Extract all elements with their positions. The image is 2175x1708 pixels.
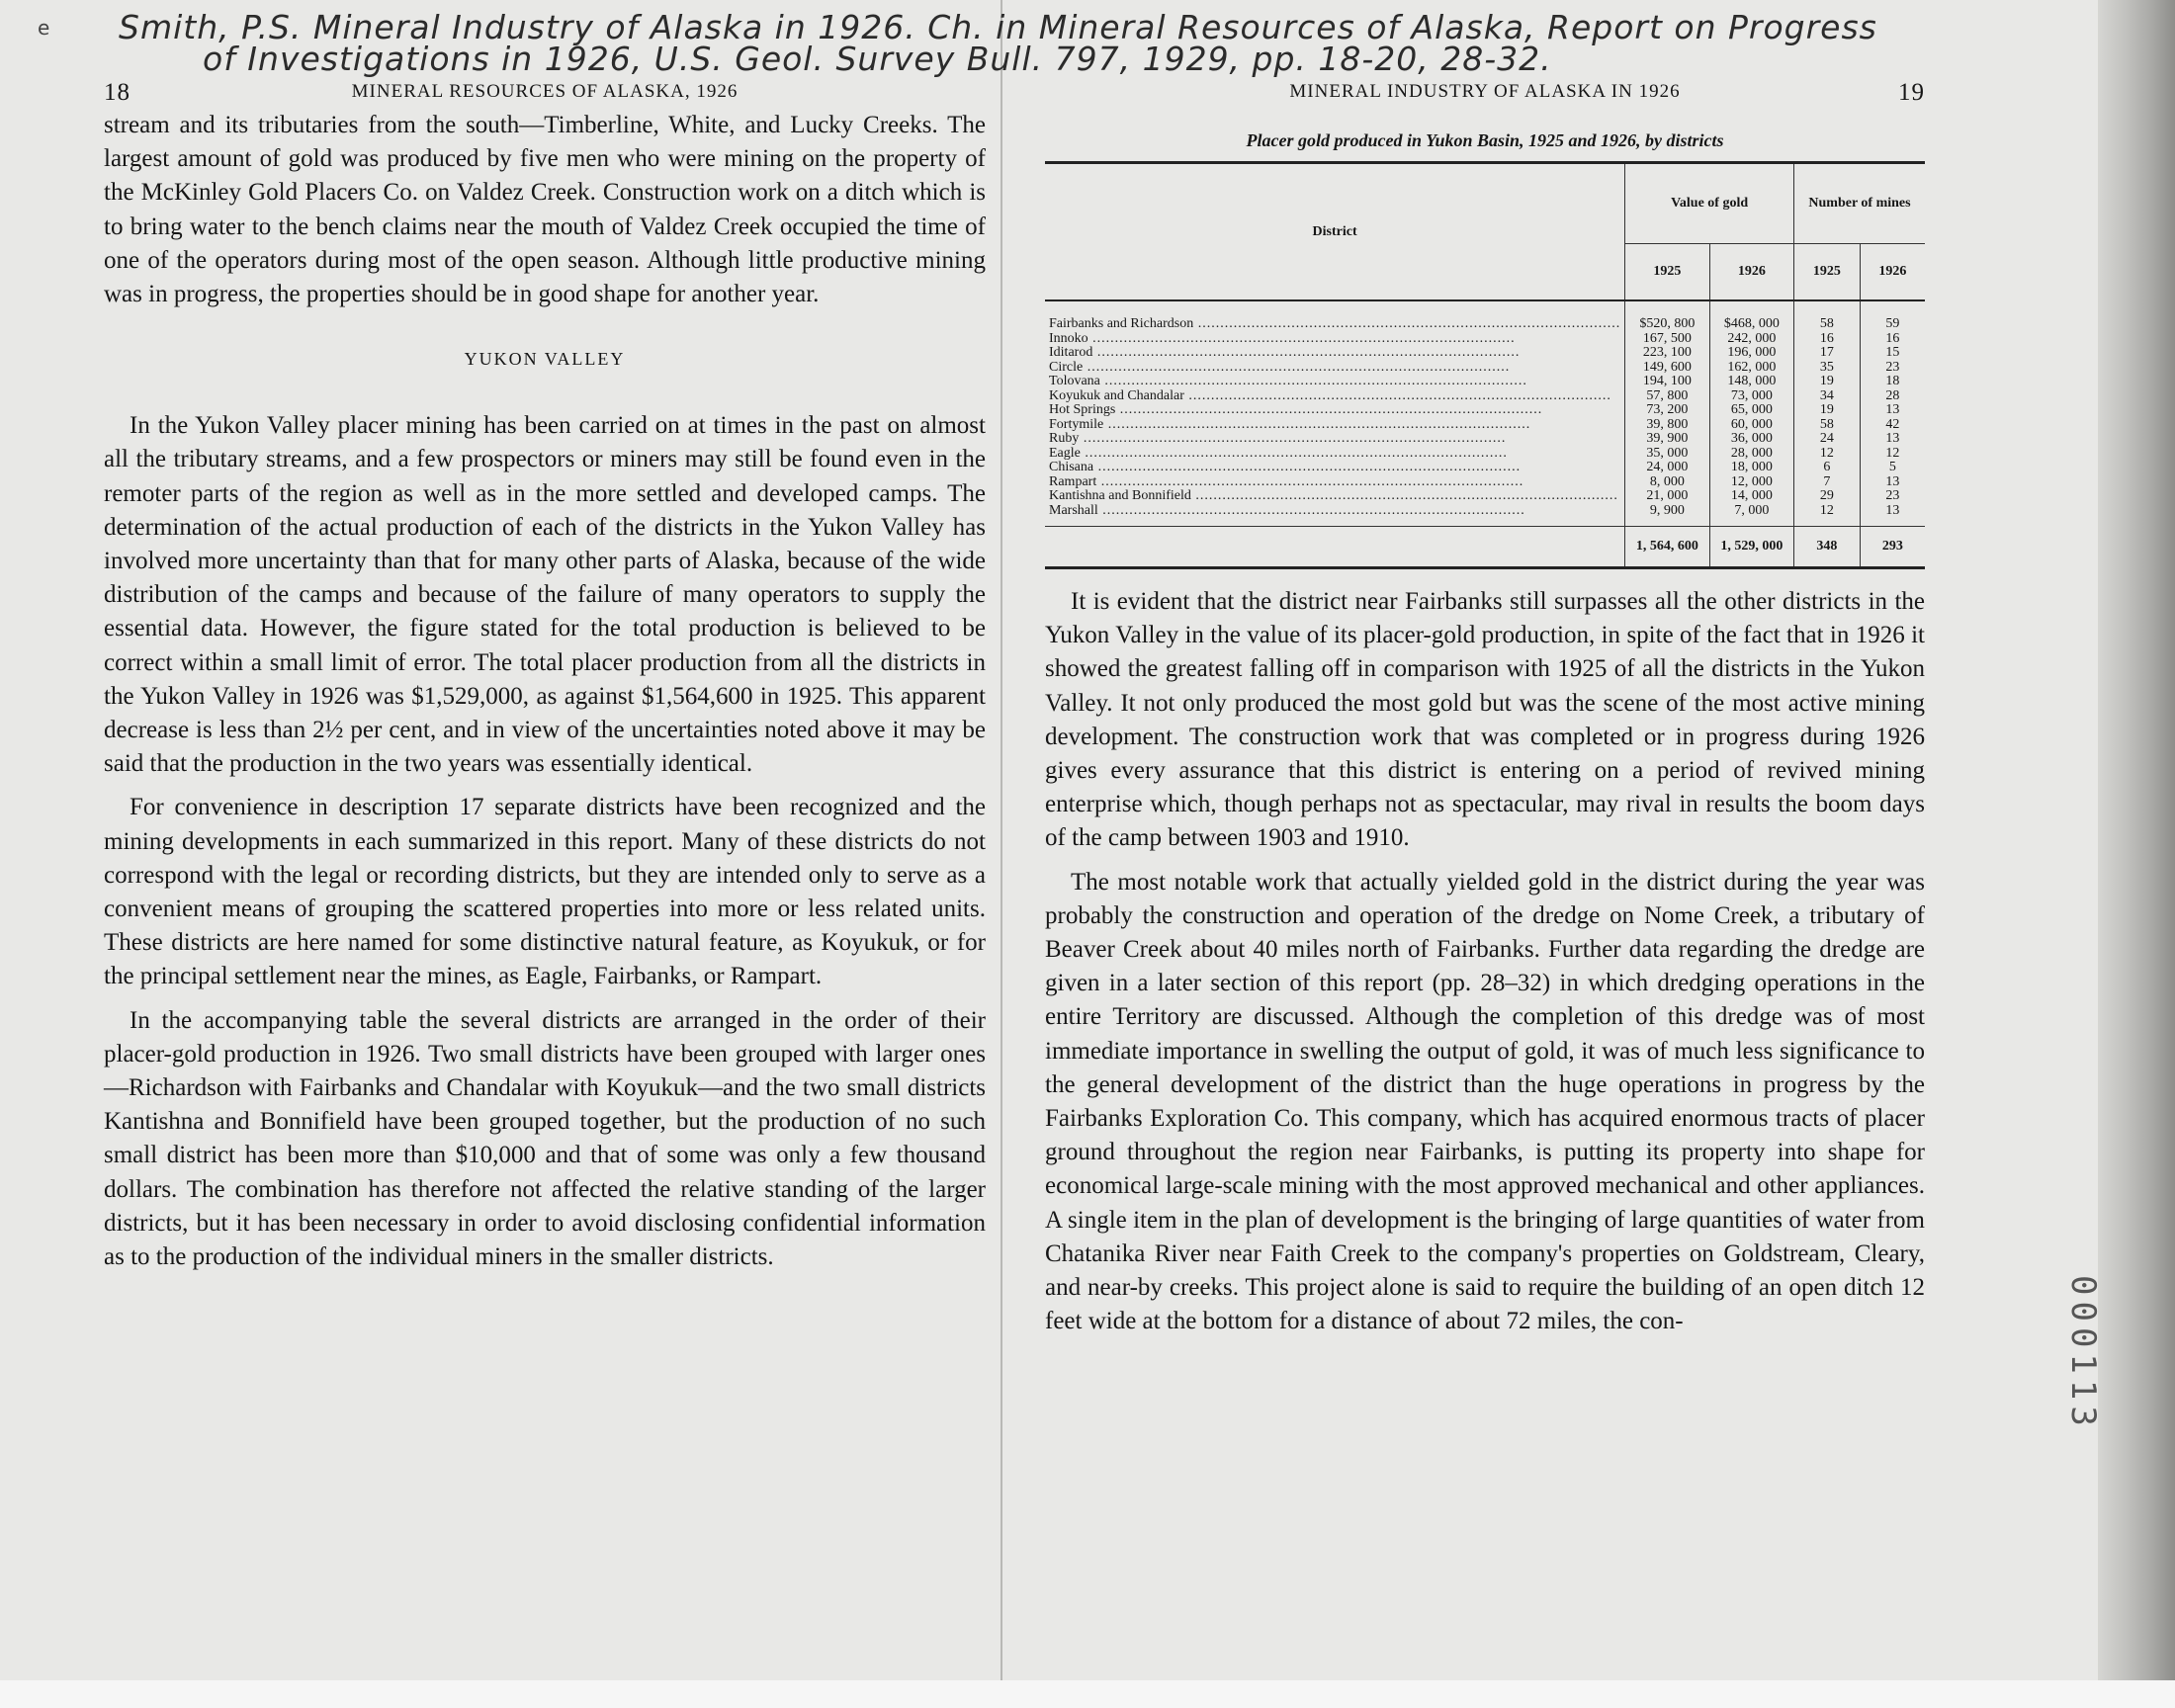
value-1926-cell: 36, 000 bbox=[1709, 432, 1793, 447]
page-edge bbox=[2098, 0, 2175, 1708]
col-header-year: 1925 bbox=[1625, 244, 1709, 301]
mines-1926-cell: 13 bbox=[1860, 432, 1925, 447]
mines-1925-cell: 17 bbox=[1794, 346, 1861, 361]
district-cell: Circle ..... bbox=[1045, 361, 1625, 376]
total-label-cell bbox=[1045, 527, 1625, 568]
table-row bbox=[1045, 346, 1925, 361]
total-mines-1925: 348 bbox=[1794, 527, 1861, 568]
value-1925-cell: 8, 000 bbox=[1625, 475, 1709, 490]
district-cell: Iditarod ..... bbox=[1045, 346, 1625, 361]
mines-1925-cell: 24 bbox=[1794, 432, 1861, 447]
mines-1925-cell: 58 bbox=[1794, 300, 1861, 332]
book-gutter bbox=[1000, 0, 1002, 1680]
value-1925-cell: 167, 500 bbox=[1625, 332, 1709, 347]
value-1926-cell: 18, 000 bbox=[1709, 461, 1793, 475]
value-1926-cell: 65, 000 bbox=[1709, 403, 1793, 418]
value-1926-cell: 60, 000 bbox=[1709, 418, 1793, 433]
district-cell: Koyukuk and Chandalar ..... bbox=[1045, 389, 1625, 404]
mines-1926-cell: 13 bbox=[1860, 504, 1925, 527]
value-1925-cell: 39, 800 bbox=[1625, 418, 1709, 433]
district-cell: Kantishna and Bonnifield ..... bbox=[1045, 489, 1625, 504]
table-row bbox=[1045, 361, 1925, 376]
district-cell: Fortymile ..... bbox=[1045, 418, 1625, 433]
mines-1925-cell: 34 bbox=[1794, 389, 1861, 404]
mines-1926-cell: 12 bbox=[1860, 447, 1925, 462]
handwritten-citation-line-2: of Investigations in 1926, U.S. Geol. Survey Bull. 797, 1929, pp. 18-20, 28-32. bbox=[203, 40, 1552, 78]
paragraph: For convenience in description 17 separate districts have been recognized and the mining developments in each summarized in this report. Many of these districts do not correspond with the legal or recording districts, but they are intended only to serve as a convenient means of grouping the scattered properties into more or less related units. These districts are here named for some distinctive natural feature, as Koyukuk, or for the principal settlement near the mines, as Eagle, Fairbanks, or Rampart. bbox=[104, 794, 986, 990]
mines-1926-cell: 13 bbox=[1860, 403, 1925, 418]
mines-1925-cell: 58 bbox=[1794, 418, 1861, 433]
mines-1926-cell: 5 bbox=[1860, 461, 1925, 475]
value-1925-cell: 35, 000 bbox=[1625, 447, 1709, 462]
table-row bbox=[1045, 300, 1925, 332]
value-1926-cell: 73, 000 bbox=[1709, 389, 1793, 404]
col-header-year: 1926 bbox=[1709, 244, 1793, 301]
district-cell: Fairbanks and Richardson ..... bbox=[1045, 300, 1625, 332]
margin-mark: e bbox=[38, 16, 50, 40]
col-header-mines: Number of mines bbox=[1794, 163, 1925, 244]
mines-1926-cell: 23 bbox=[1860, 489, 1925, 504]
district-cell: Hot Springs ..... bbox=[1045, 403, 1625, 418]
right-running-head bbox=[1045, 69, 1925, 109]
table-row bbox=[1045, 403, 1925, 418]
value-1925-cell: 223, 100 bbox=[1625, 346, 1709, 361]
mines-1926-cell: 28 bbox=[1860, 389, 1925, 404]
value-1925-cell: 24, 000 bbox=[1625, 461, 1709, 475]
paragraph: In the accompanying table the several districts are arranged in the order of their placer-gold production in 1926. Two small districts have been grouped with larger ones—Richardson with Fairbanks and Chandalar with Koyukuk—and the two small districts Kantishna and Bonnifield have been grouped together, but the production of no such small district has been more than $10,000 and that of some was only a few thousand dollars. The combination has therefore not affected the relative standing of the larger districts, but it has been necessary in order to avoid disclosing confidential information as to the production of the individual miners in the smaller districts. bbox=[104, 1006, 986, 1271]
table-row bbox=[1045, 332, 1925, 347]
mines-1925-cell: 6 bbox=[1794, 461, 1861, 475]
section-heading: YUKON VALLEY bbox=[464, 349, 626, 370]
paragraph: In the Yukon Valley placer mining has been carried on at times in the past on almost all the tributary streams, and a few prospectors or miners may still be found even in the remoter parts of the region as well as in the more settled and developed camps. The determination of the actual production of each of the districts in the Yukon Valley has involved more uncertainty than that for many other parts of Alaska, because of the wide distribution of the camps and because of the failure of many operators to supply the essential data. However, the figure stated for the total production is believed to be correct within a small limit of error. The total placer production from all the districts in the Yukon Valley in 1926 was $1,529,000, as against $1,564,600 in 1925. This apparent decrease is less than 2½ per cent, and in view of the uncertainties noted above it may be said that the production in the two years was essentially identical. bbox=[104, 412, 986, 778]
table-row bbox=[1045, 389, 1925, 404]
value-1925-cell: 21, 000 bbox=[1625, 489, 1709, 504]
value-1925-cell: 9, 900 bbox=[1625, 504, 1709, 527]
mines-1926-cell: 16 bbox=[1860, 332, 1925, 347]
mines-1926-cell: 15 bbox=[1860, 346, 1925, 361]
running-head-title: MINERAL RESOURCES OF ALASKA, 1926 bbox=[351, 81, 739, 102]
archive-stamp: 000113 bbox=[2063, 1275, 2103, 1432]
value-1926-cell: 148, 000 bbox=[1709, 375, 1793, 389]
bottom-band bbox=[0, 1680, 2175, 1708]
page-number: 18 bbox=[104, 79, 130, 106]
mines-1925-cell: 29 bbox=[1794, 489, 1861, 504]
mines-1925-cell: 12 bbox=[1794, 447, 1861, 462]
value-1926-cell: 196, 000 bbox=[1709, 346, 1793, 361]
value-1926-cell: 12, 000 bbox=[1709, 475, 1793, 490]
district-cell: Rampart ..... bbox=[1045, 475, 1625, 490]
mines-1925-cell: 7 bbox=[1794, 475, 1861, 490]
paragraph: stream and its tributaries from the south—Timberline, White, and Lucky Creeks. The largest amount of gold was produced by five men who were mining on the property of the McKinley Gold Placers Co. on Valdez Creek. Construction work on a ditch which is to bring water to the bench claims near the mouth of Valdez Creek occupied the time of one of the operators during most of the open season. Although little productive mining was in progress, the properties should be in good shape for another year. bbox=[104, 112, 986, 308]
table-row bbox=[1045, 504, 1925, 527]
mines-1925-cell: 12 bbox=[1794, 504, 1861, 527]
value-1925-cell: $520, 800 bbox=[1625, 300, 1709, 332]
value-1925-cell: 39, 900 bbox=[1625, 432, 1709, 447]
col-header-year: 1925 bbox=[1794, 244, 1861, 301]
paragraph: The most notable work that actually yielded gold in the district during the year was probably the construction and operation of the dredge on Nome Creek, a tributary of Beaver Creek about 40 miles north of Fairbanks. Further data regarding the dredge are given in a later section of this report (pp. 28–32) in which dredging operations in the entire Territory are discussed. Although the completion of this dredge was of most immediate importance in swelling the output of gold, it was of much less significance to the general development of the district than the huge operations in progress by the Fairbanks Exploration Co. This company, which has acquired enormous tracts of placer ground throughout the region near Fairbanks, is putting its property into shape for economical large-scale mining with the most approved mechanical and other appliances. A single item in the plan of development is the bringing of large quantities of water from Chatanika River near Faith Creek to the company's properties on Goldstream, Cleary, and near-by creeks. This project alone is said to require the building of an open ditch 12 feet wide at the bottom for a distance of about 72 miles, the con- bbox=[1045, 868, 1925, 1335]
mines-1926-cell: 23 bbox=[1860, 361, 1925, 376]
table-row bbox=[1045, 375, 1925, 389]
left-running-head bbox=[104, 69, 986, 109]
value-1926-cell: 28, 000 bbox=[1709, 447, 1793, 462]
mines-1926-cell: 42 bbox=[1860, 418, 1925, 433]
value-1926-cell: 7, 000 bbox=[1709, 504, 1793, 527]
district-cell: Chisana ..... bbox=[1045, 461, 1625, 475]
value-1926-cell: 14, 000 bbox=[1709, 489, 1793, 504]
table-total-row bbox=[1045, 527, 1925, 568]
mines-1926-cell: 13 bbox=[1860, 475, 1925, 490]
paragraph: It is evident that the district near Fairbanks still surpasses all the other districts in the Yukon Valley in the value of its placer-gold production, in spite of the fact that in 1926 it showed the greatest falling off in comparison with 1925 of all the districts in the Yukon Valley. It not only produced the most gold but was the scene of the most active mining development. The construction work that was completed or in progress during 1926 gives every assurance that this district is entering on a period of revived mining enterprise which, though perhaps not as spectacular, may rival in results the boom days of the camp between 1903 and 1910. bbox=[1045, 588, 1925, 852]
total-value-1925: 1, 564, 600 bbox=[1625, 527, 1709, 568]
table-row bbox=[1045, 432, 1925, 447]
district-cell: Eagle ..... bbox=[1045, 447, 1625, 462]
district-cell: Marshall ..... bbox=[1045, 504, 1625, 527]
value-1925-cell: 73, 200 bbox=[1625, 403, 1709, 418]
table-caption: Placer gold produced in Yukon Basin, 1925 and 1926, by districts bbox=[1246, 130, 1724, 150]
table-row bbox=[1045, 489, 1925, 504]
page-number: 19 bbox=[1898, 79, 1925, 106]
mines-1926-cell: 18 bbox=[1860, 375, 1925, 389]
mines-1925-cell: 19 bbox=[1794, 403, 1861, 418]
mines-1925-cell: 35 bbox=[1794, 361, 1861, 376]
table-row bbox=[1045, 475, 1925, 490]
value-1926-cell: 162, 000 bbox=[1709, 361, 1793, 376]
district-cell: Tolovana ..... bbox=[1045, 375, 1625, 389]
left-page bbox=[104, 69, 986, 1274]
table-row bbox=[1045, 418, 1925, 433]
col-header-value: Value of gold bbox=[1625, 163, 1794, 244]
value-1925-cell: 57, 800 bbox=[1625, 389, 1709, 404]
value-1926-cell: $468, 000 bbox=[1709, 300, 1793, 332]
mines-1925-cell: 16 bbox=[1794, 332, 1861, 347]
table-row bbox=[1045, 461, 1925, 475]
col-header-year: 1926 bbox=[1860, 244, 1925, 301]
handwritten-citation-line-1: Smith, P.S. Mineral Industry of Alaska in 1926. Ch. in Mineral Resources of Alaska, Report on Progress bbox=[119, 8, 1877, 46]
value-1925-cell: 149, 600 bbox=[1625, 361, 1709, 376]
gold-production-table bbox=[1045, 161, 1925, 569]
total-value-1926: 1, 529, 000 bbox=[1709, 527, 1793, 568]
total-mines-1926: 293 bbox=[1860, 527, 1925, 568]
district-cell: Ruby ..... bbox=[1045, 432, 1625, 447]
right-page bbox=[1045, 69, 1925, 1338]
mines-1925-cell: 19 bbox=[1794, 375, 1861, 389]
table-body bbox=[1045, 300, 1925, 527]
col-header-district: District bbox=[1312, 223, 1357, 239]
value-1925-cell: 194, 100 bbox=[1625, 375, 1709, 389]
mines-1926-cell: 59 bbox=[1860, 300, 1925, 332]
running-head-title: MINERAL INDUSTRY OF ALASKA IN 1926 bbox=[1289, 81, 1681, 102]
value-1926-cell: 242, 000 bbox=[1709, 332, 1793, 347]
table-row bbox=[1045, 447, 1925, 462]
district-cell: Innoko ..... bbox=[1045, 332, 1625, 347]
